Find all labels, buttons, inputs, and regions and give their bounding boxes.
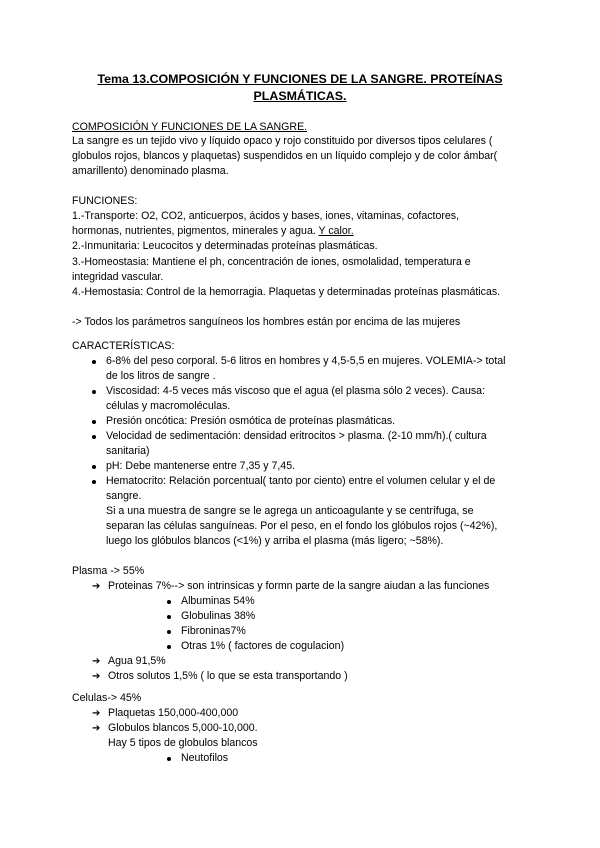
- arrow-item: Proteinas 7%--> son intrinsicas y formn parte de la sangre aiudan a las funciones: [108, 580, 490, 592]
- bullet-icon: [92, 435, 96, 439]
- arrow-item: Plaquetas 150,000-400,000: [108, 707, 239, 719]
- paragraph-line: La sangre es un tejido vivo y líquido opaco y rojo constituido por diversos tipos celulares (: [72, 135, 493, 147]
- bullet-icon: [92, 360, 96, 364]
- section-heading-caracteristicas: CARACTERÍSTICAS:: [72, 340, 175, 352]
- list-item: Hematocrito: Relación porcentual( tanto por ciento) entre el volumen celular y el de: [106, 475, 496, 487]
- sub-list-item: Otras 1% ( factores de cogulacion): [181, 640, 345, 652]
- arrow-item-cont: Hay 5 tipos de globulos blancos: [108, 737, 258, 749]
- arrow-item: Globulos blancos 5,000-10,000.: [108, 722, 258, 734]
- funcion-homeostasia: 3.-Homeostasia: Mantiene el ph, concentración de iones, osmolalidad, temperatura e: [72, 256, 471, 268]
- section-heading-composicion: COMPOSICIÓN Y FUNCIONES DE LA SANGRE.: [72, 121, 308, 133]
- list-item-cont: sangre.: [106, 490, 142, 502]
- list-item-cont: Si a una muestra de sangre se le agrega un anticoagulante y se centrífuga, se: [106, 505, 474, 517]
- list-item-cont: separan las células sanguíneas. Por el peso, en el fondo los glóbulos rojos (~42%),: [106, 520, 498, 532]
- bullet-icon: [167, 615, 171, 619]
- list-item: 6-8% del peso corporal. 5-6 litros en hombres y 4,5-5,5 en mujeres. VOLEMIA-> total: [106, 355, 506, 367]
- bullet-icon: [92, 420, 96, 424]
- section-heading-celulas: Celulas-> 45%: [72, 692, 142, 704]
- title-line-1: Tema 13.COMPOSICIÓN Y FUNCIONES DE LA SANGRE. PROTEÍNAS: [97, 72, 503, 86]
- arrow-item: Otros solutos 1,5% ( lo que se esta transportando ): [108, 670, 348, 682]
- list-item-cont: luego los glóbulos blancos (<1%) y arriba el plasma (más ligero; ~58%).: [106, 535, 444, 547]
- page-title: [60, 71, 540, 105]
- arrow-icon: ➔: [92, 708, 101, 719]
- list-item-cont: sanitaria): [106, 445, 150, 457]
- funcion-inmunitaria: 2.-Inmunitaria: Leucocitos y determinadas proteínas plasmáticas.: [72, 240, 378, 252]
- funcion-transporte: 1.-Transporte: O2, CO2, anticuerpos, ácidos y bases, iones, vitaminas, cofactores,: [72, 210, 460, 222]
- paragraph-line: amarillento) denominado plasma.: [72, 165, 229, 177]
- arrow-icon: ➔: [92, 671, 101, 682]
- arrow-icon: ➔: [92, 656, 101, 667]
- sub-list-item: Neutofilos: [181, 752, 229, 764]
- sub-list-item: Albuminas 54%: [181, 595, 255, 607]
- funcion-transporte-cont: [72, 224, 354, 239]
- text: hormonas, nutrientes, pigmentos, minerales y agua.: [72, 225, 319, 237]
- list-item: Viscosidad: 4-5 veces más viscoso que el agua (el plasma sólo 2 veces). Causa:: [106, 385, 486, 397]
- funcion-hemostasia: 4.-Hemostasia: Control de la hemorragia. Plaquetas y determinadas proteínas plasmáticas.: [72, 286, 501, 298]
- funcion-homeostasia-cont: integridad vascular.: [72, 271, 164, 283]
- paragraph-line: globulos rojos, blancos y plaquetas) suspendidos en un líquido complejo y de color ámbar(: [72, 150, 498, 162]
- note-line: -> Todos los parámetros sanguíneos los hombres están por encima de las mujeres: [72, 316, 461, 328]
- sub-list-item: Fibroninas7%: [181, 625, 246, 637]
- section-heading-plasma: Plasma -> 55%: [72, 565, 145, 577]
- bullet-icon: [167, 600, 171, 604]
- arrow-icon: ➔: [92, 723, 101, 734]
- list-item-cont: células y macromoléculas.: [106, 400, 231, 412]
- arrow-icon: ➔: [92, 581, 101, 592]
- bullet-icon: [167, 645, 171, 649]
- arrow-item: Agua 91,5%: [108, 655, 166, 667]
- section-heading-funciones: FUNCIONES:: [72, 195, 138, 207]
- bullet-icon: [92, 465, 96, 469]
- list-item: Velocidad de sedimentación: densidad eritrocitos > plasma. (2-10 mm/h).( cultura: [106, 430, 487, 442]
- sub-list-item: Globulinas 38%: [181, 610, 256, 622]
- list-item: Presión oncótica: Presión osmótica de proteínas plasmáticas.: [106, 415, 396, 427]
- bullet-icon: [167, 630, 171, 634]
- bullet-icon: [92, 390, 96, 394]
- underlined-text: Y calor.: [318, 225, 354, 237]
- list-item: pH: Debe mantenerse entre 7,35 y 7,45.: [106, 460, 296, 472]
- bullet-icon: [167, 757, 171, 761]
- title-line-2: PLASMÁTICAS.: [253, 89, 347, 103]
- list-item-cont: de los litros de sangre .: [106, 370, 216, 382]
- bullet-icon: [92, 480, 96, 484]
